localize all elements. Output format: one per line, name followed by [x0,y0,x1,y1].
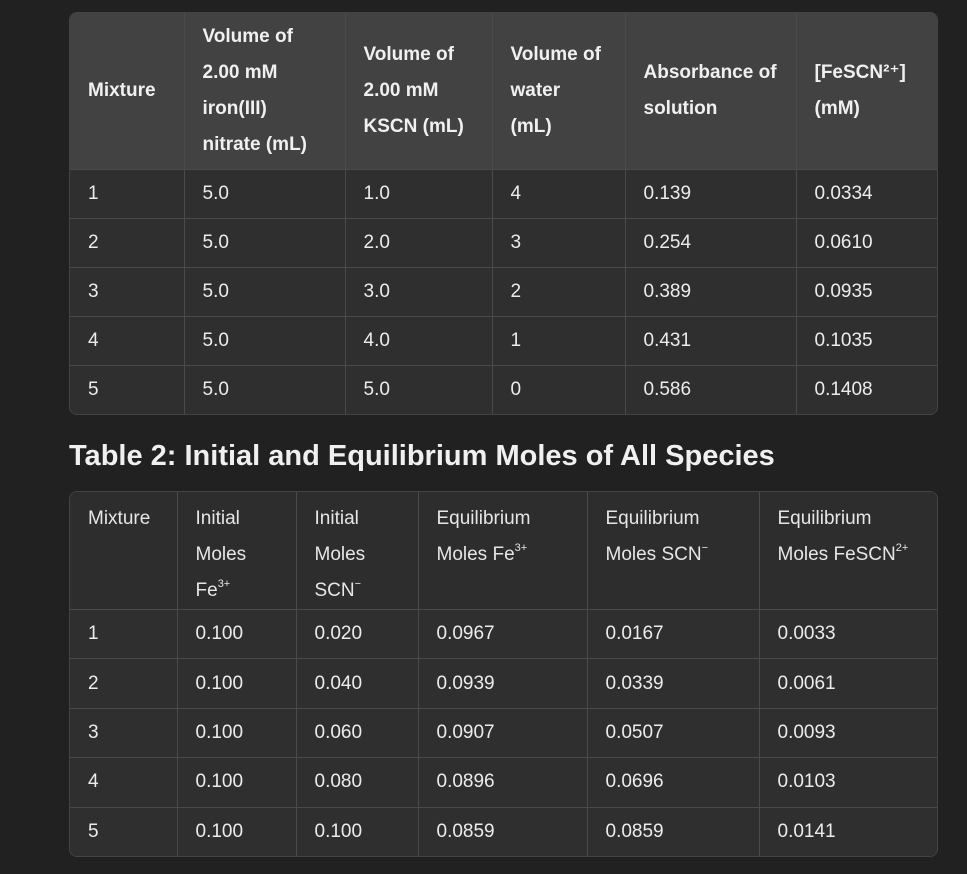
table-2 [70,492,937,856]
table-cell: 3.0 [345,268,492,317]
table-1-header-row [70,13,938,170]
table-cell: 0.254 [625,219,796,268]
table-2-header-row [70,492,937,610]
table-cell: 0.586 [625,366,796,415]
table-cell: 4 [492,170,625,219]
table-cell: 0.0859 [418,807,587,856]
table-cell: 0.0334 [796,170,938,219]
header-mixture [70,492,177,610]
header-initial-moles-scn [296,492,418,610]
table-cell: 5.0 [345,366,492,415]
table-cell: 0.0939 [418,659,587,708]
table-cell: 3 [70,708,177,757]
table-cell: 0.0339 [587,659,759,708]
table-cell: 0.0033 [759,610,937,659]
table-cell: 0.100 [296,807,418,856]
table-cell: 0.0967 [418,610,587,659]
table-cell: 5.0 [184,317,345,366]
table-cell: 0.0103 [759,758,937,807]
header-fescn-concentration: [FeSCN²⁺] (mM) [796,13,938,170]
table-cell: 1 [70,170,184,219]
table-cell: 4.0 [345,317,492,366]
table-cell: 5.0 [184,268,345,317]
table-cell: 2 [70,659,177,708]
table-cell: 0 [492,366,625,415]
table-cell: 5 [70,366,184,415]
header-text: Mixture [88,508,151,529]
table-cell: 3 [492,219,625,268]
table-cell: 0.040 [296,659,418,708]
header-volume-kscn: Volume of 2.00 mM KSCN (mL) [345,13,492,170]
table-row [70,170,938,219]
table-cell: 0.1408 [796,366,938,415]
header-initial-moles-fe [177,492,296,610]
table-2-title: Table 2: Initial and Equilibrium Moles of All Species [69,440,775,472]
table-cell: 0.0061 [759,659,937,708]
table-cell: 0.080 [296,758,418,807]
table-cell: 0.0167 [587,610,759,659]
table-cell: 0.100 [177,758,296,807]
table-cell: 0.0907 [418,708,587,757]
table-cell: 0.0610 [796,219,938,268]
header-text: Initial Moles Fe [195,508,247,601]
table-cell: 2 [70,219,184,268]
header-text: Equilibrium Moles Fe [436,508,531,565]
header-equilibrium-moles-fe [418,492,587,610]
table-cell: 0.1035 [796,317,938,366]
table-cell: 0.139 [625,170,796,219]
header-superscript: 3+ [217,578,231,590]
table-cell: 0.0696 [587,758,759,807]
table-cell: 4 [70,758,177,807]
header-equilibrium-moles-fescn [759,492,937,610]
table-cell: 3 [70,268,184,317]
table-cell: 0.0141 [759,807,937,856]
table-cell: 0.0859 [587,807,759,856]
table-1 [70,13,938,414]
table-cell: 2 [492,268,625,317]
table-cell: 2.0 [345,219,492,268]
header-superscript: 2+ [895,542,909,554]
table-cell: 0.100 [177,708,296,757]
table-row [70,708,937,757]
header-volume-iron-nitrate: Volume of 2.00 mM iron(III) nitrate (mL) [184,13,345,170]
table-cell: 0.0093 [759,708,937,757]
header-text: Equilibrium Moles FeSCN [777,508,896,565]
header-superscript: 3+ [514,542,528,554]
table-1-container [69,12,938,415]
table-cell: 4 [70,317,184,366]
table-cell: 1 [70,610,177,659]
table-row [70,366,938,415]
table-cell: 0.431 [625,317,796,366]
header-superscript: − [701,542,709,554]
table-row [70,807,937,856]
table-cell: 0.100 [177,610,296,659]
header-volume-water: Volume of water (mL) [492,13,625,170]
table-cell: 0.0507 [587,708,759,757]
table-cell: 0.020 [296,610,418,659]
table-cell: 5.0 [184,219,345,268]
header-absorbance: Absorbance of solution [625,13,796,170]
table-cell: 0.0935 [796,268,938,317]
table-cell: 1 [492,317,625,366]
table-cell: 5 [70,807,177,856]
header-mixture: Mixture [70,13,184,170]
table-2-container [69,491,938,857]
header-text: Equilibrium Moles SCN [605,508,702,565]
table-row [70,219,938,268]
header-equilibrium-moles-scn [587,492,759,610]
table-row [70,610,937,659]
table-cell: 0.0896 [418,758,587,807]
table-cell: 5.0 [184,170,345,219]
table-cell: 0.060 [296,708,418,757]
table-row [70,758,937,807]
table-cell: 0.100 [177,659,296,708]
table-cell: 0.389 [625,268,796,317]
header-text: Initial Moles SCN [314,508,366,601]
header-superscript: − [354,578,362,590]
table-row [70,659,937,708]
table-cell: 0.100 [177,807,296,856]
table-cell: 5.0 [184,366,345,415]
table-row [70,317,938,366]
table-cell: 1.0 [345,170,492,219]
table-row [70,268,938,317]
